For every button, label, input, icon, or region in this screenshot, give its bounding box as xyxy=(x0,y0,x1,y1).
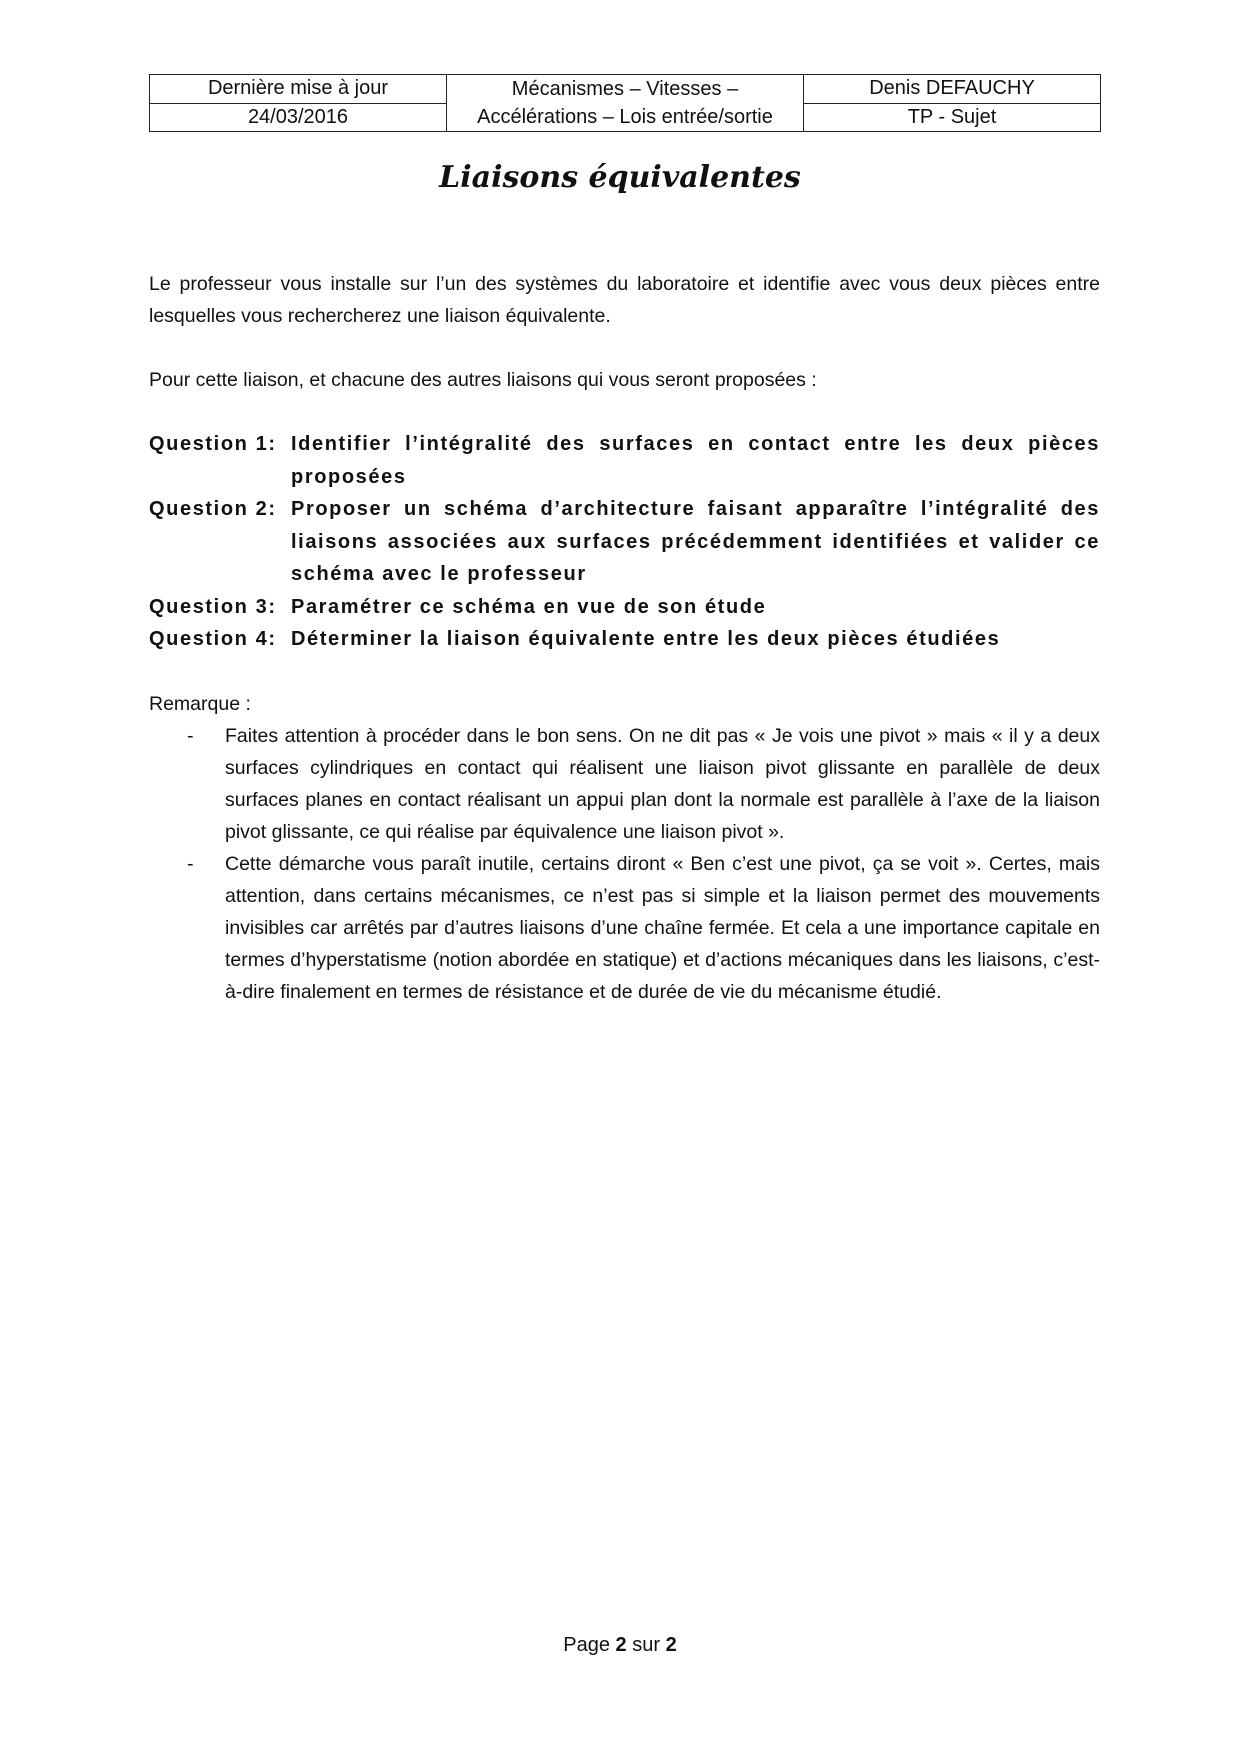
page-footer xyxy=(0,1634,1240,1657)
last-update-label: Dernière mise à jour xyxy=(150,75,447,104)
question-text: Déterminer la liaison équivalente entre les deux pièces étudiées xyxy=(291,628,1001,650)
document-type: TP - Sujet xyxy=(804,103,1101,132)
list-item xyxy=(149,848,1100,1008)
page-title: Liaisons équivalentes xyxy=(439,160,801,195)
question-text: Identifier l’intégralité des surfaces en contact entre les deux pièces proposées xyxy=(291,433,1100,488)
question-2 xyxy=(149,493,1100,591)
remark-heading: Remarque : xyxy=(149,692,251,715)
question-3 xyxy=(149,591,1100,624)
question-text: Paramétrer ce schéma en vue de son étude xyxy=(291,595,767,618)
remark-text: Cette démarche vous paraît inutile, certains diront « Ben c’est une pivot, ça se voit ». Certes, mais attention, dans certains mécanismes, ce n’est pas si simple et la liaison permet des mouvements invisibles car arrêtés par d’autres liaisons d’une chaîne fermée. Et cela a une importance capitale en termes d’hyperstatisme (notion abordée en statique) et d’actions mécaniques dans les liaisons, c’est-à-dire finalement en termes de résistance et de durée de vie du mécanisme étudié. xyxy=(225,852,1100,1003)
of-word: sur xyxy=(632,1634,661,1656)
question-label: Question 3: xyxy=(149,595,277,618)
course-topic-line2: Accélérations – Lois entrée/sortie xyxy=(477,106,773,128)
last-update-date: 24/03/2016 xyxy=(150,103,447,132)
author-name: Denis DEFAUCHY xyxy=(804,75,1101,104)
total-page-number: 2 xyxy=(665,1634,677,1656)
list-item xyxy=(149,720,1100,848)
intro-paragraph: Le professeur vous installe sur l’un des systèmes du laboratoire et identifie avec vous deux pièces entre lesquelles vous rechercherez une liaison équivalente. xyxy=(149,273,1100,327)
page-word: Page xyxy=(563,1634,610,1656)
bullet-dash: - xyxy=(187,724,194,747)
course-topic xyxy=(447,75,804,132)
question-label: Question 4: xyxy=(149,628,277,650)
document-body xyxy=(149,268,1100,1008)
question-label: Question 1: xyxy=(149,433,277,455)
document-header xyxy=(149,74,1101,132)
remark-list xyxy=(149,720,1100,1008)
remark-text: Faites attention à procéder dans le bon sens. On ne dit pas « Je vois une pivot » mais « il y a deux surfaces cylindriques en contact qui réalisent une liaison pivot glissante en parallèle de deux surfaces planes en contact réalisant un appui plan dont la normale est parallèle à l’axe de la liaison pivot glissante, ce qui réalise par équivalence une liaison pivot ». xyxy=(225,724,1100,843)
bullet-dash: - xyxy=(187,852,194,875)
question-1 xyxy=(149,428,1100,493)
lead-paragraph: Pour cette liaison, et chacune des autres liaisons qui vous seront proposées : xyxy=(149,369,817,391)
question-4 xyxy=(149,623,1100,656)
question-text: Proposer un schéma d’architecture faisant apparaître l’intégralité des liaisons associées aux surfaces précédemment identifiées et valider ce schéma avec le professeur xyxy=(291,498,1100,585)
course-topic-line1: Mécanismes – Vitesses – xyxy=(511,78,739,100)
question-label: Question 2: xyxy=(149,498,277,520)
current-page-number: 2 xyxy=(615,1634,627,1656)
